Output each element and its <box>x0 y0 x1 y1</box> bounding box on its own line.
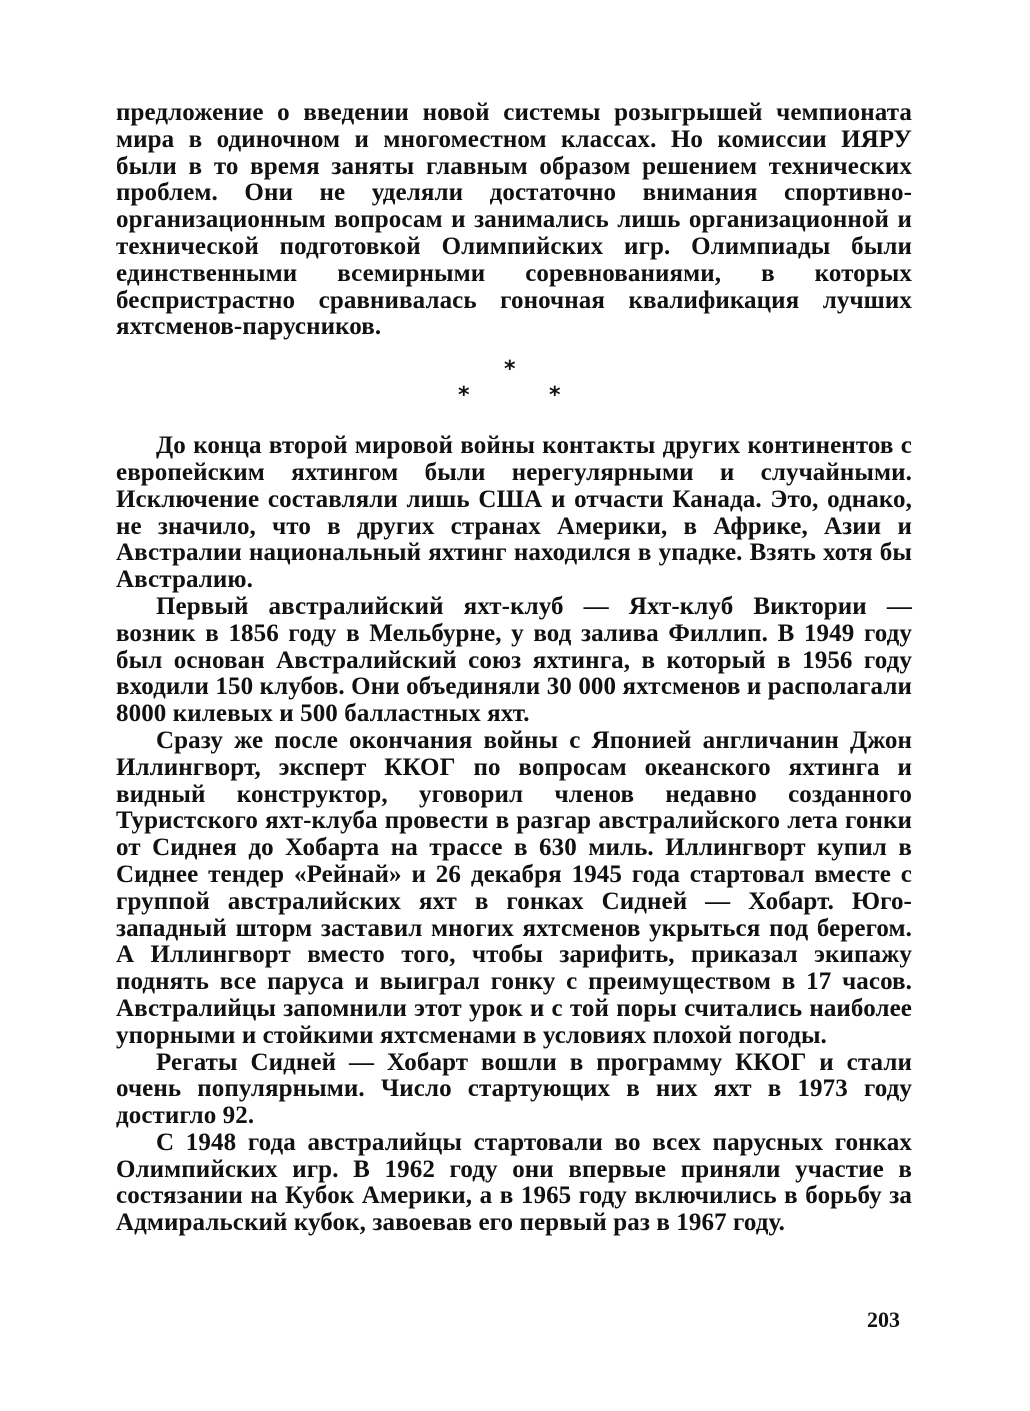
asterisk-icon: * <box>458 383 470 409</box>
section-separator <box>116 351 912 431</box>
asterisk-icon: * <box>504 357 516 383</box>
paragraph-continuation: предложение о введении новой системы розыгрышей чемпионата мира в одиночном и многоместном классах. Но комиссии ИЯРУ были в то время заняты главным образом решением технических проблем. Они не уделяли достаточно внимания спортивно-организационным вопросам и занимались лишь организационной и технической подготовкой Олимпийских игр. Олимпиады были единственными всемирными соревнованиями, в которых беспристрастно сравнивалась гоночная квалификация лучших яхтсменов-парусников. <box>116 99 912 341</box>
paragraph: С 1948 года австралийцы стартовали во всех парусных гонках Олимпийских игр. В 1962 году они впервые приняли участие в состязании на Кубок Америки, а в 1965 году включились в борьбу за Адмиральский кубок, завоевав его первый раз в 1967 году. <box>116 1128 912 1237</box>
page-number: 203 <box>867 1307 900 1332</box>
paragraph: Сразу же после окончания войны с Японией англичанин Джон Иллингворт, эксперт ККОГ по вопросам океанского яхтинга и видный конструктор, уговорил членов недавно созданного Туристского яхт-клуба провести в разгар австралийского лета гонки от Сиднея до Хобарта на трассе в 630 миль. Иллингворт купил в Сиднее тендер «Рейнай» и 26 декабря 1945 года стартовал вместе с группой австралийских яхт в гонках Сидней — Хобарт. Юго-западный шторм заставил многих яхтсменов укрыться под берегом. А Иллингворт вместо того, чтобы зарифить, приказал экипажу поднять все паруса и выиграл гонку с преимуществом в 17 часов. Австралийцы запомнили этот урок и с той поры считались наиболее упорными и стойкими яхтсменами в условиях плохой погоды. <box>116 726 912 1049</box>
paragraph: До конца второй мировой войны контакты других континентов с европейским яхтингом были нерегулярными и случайными. Исключение составляли лишь США и отчасти Канада. Это, однако, не значило, что в других странах Америки, в Африке, Азии и Австралии национальный яхтинг находился в упадке. Взять хотя бы Австралию. <box>116 432 912 594</box>
paragraph: Первый австралийский яхт-клуб — Яхт-клуб Виктории — возник в 1856 году в Мельбурне, у вод залива Филлип. В 1949 году был основан Австралийский союз яхтинга, в который в 1956 году входили 150 клубов. Они объединяли 30 000 яхтсменов и располагали 8000 килевых и 500 балластных яхт. <box>116 592 912 728</box>
asterisk-icon: * <box>549 383 561 409</box>
paragraph: Регаты Сидней — Хобарт вошли в программу ККОГ и стали очень популярными. Число стартующих в них яхт в 1973 году достигло 92. <box>116 1048 912 1130</box>
page-body <box>116 100 912 1237</box>
